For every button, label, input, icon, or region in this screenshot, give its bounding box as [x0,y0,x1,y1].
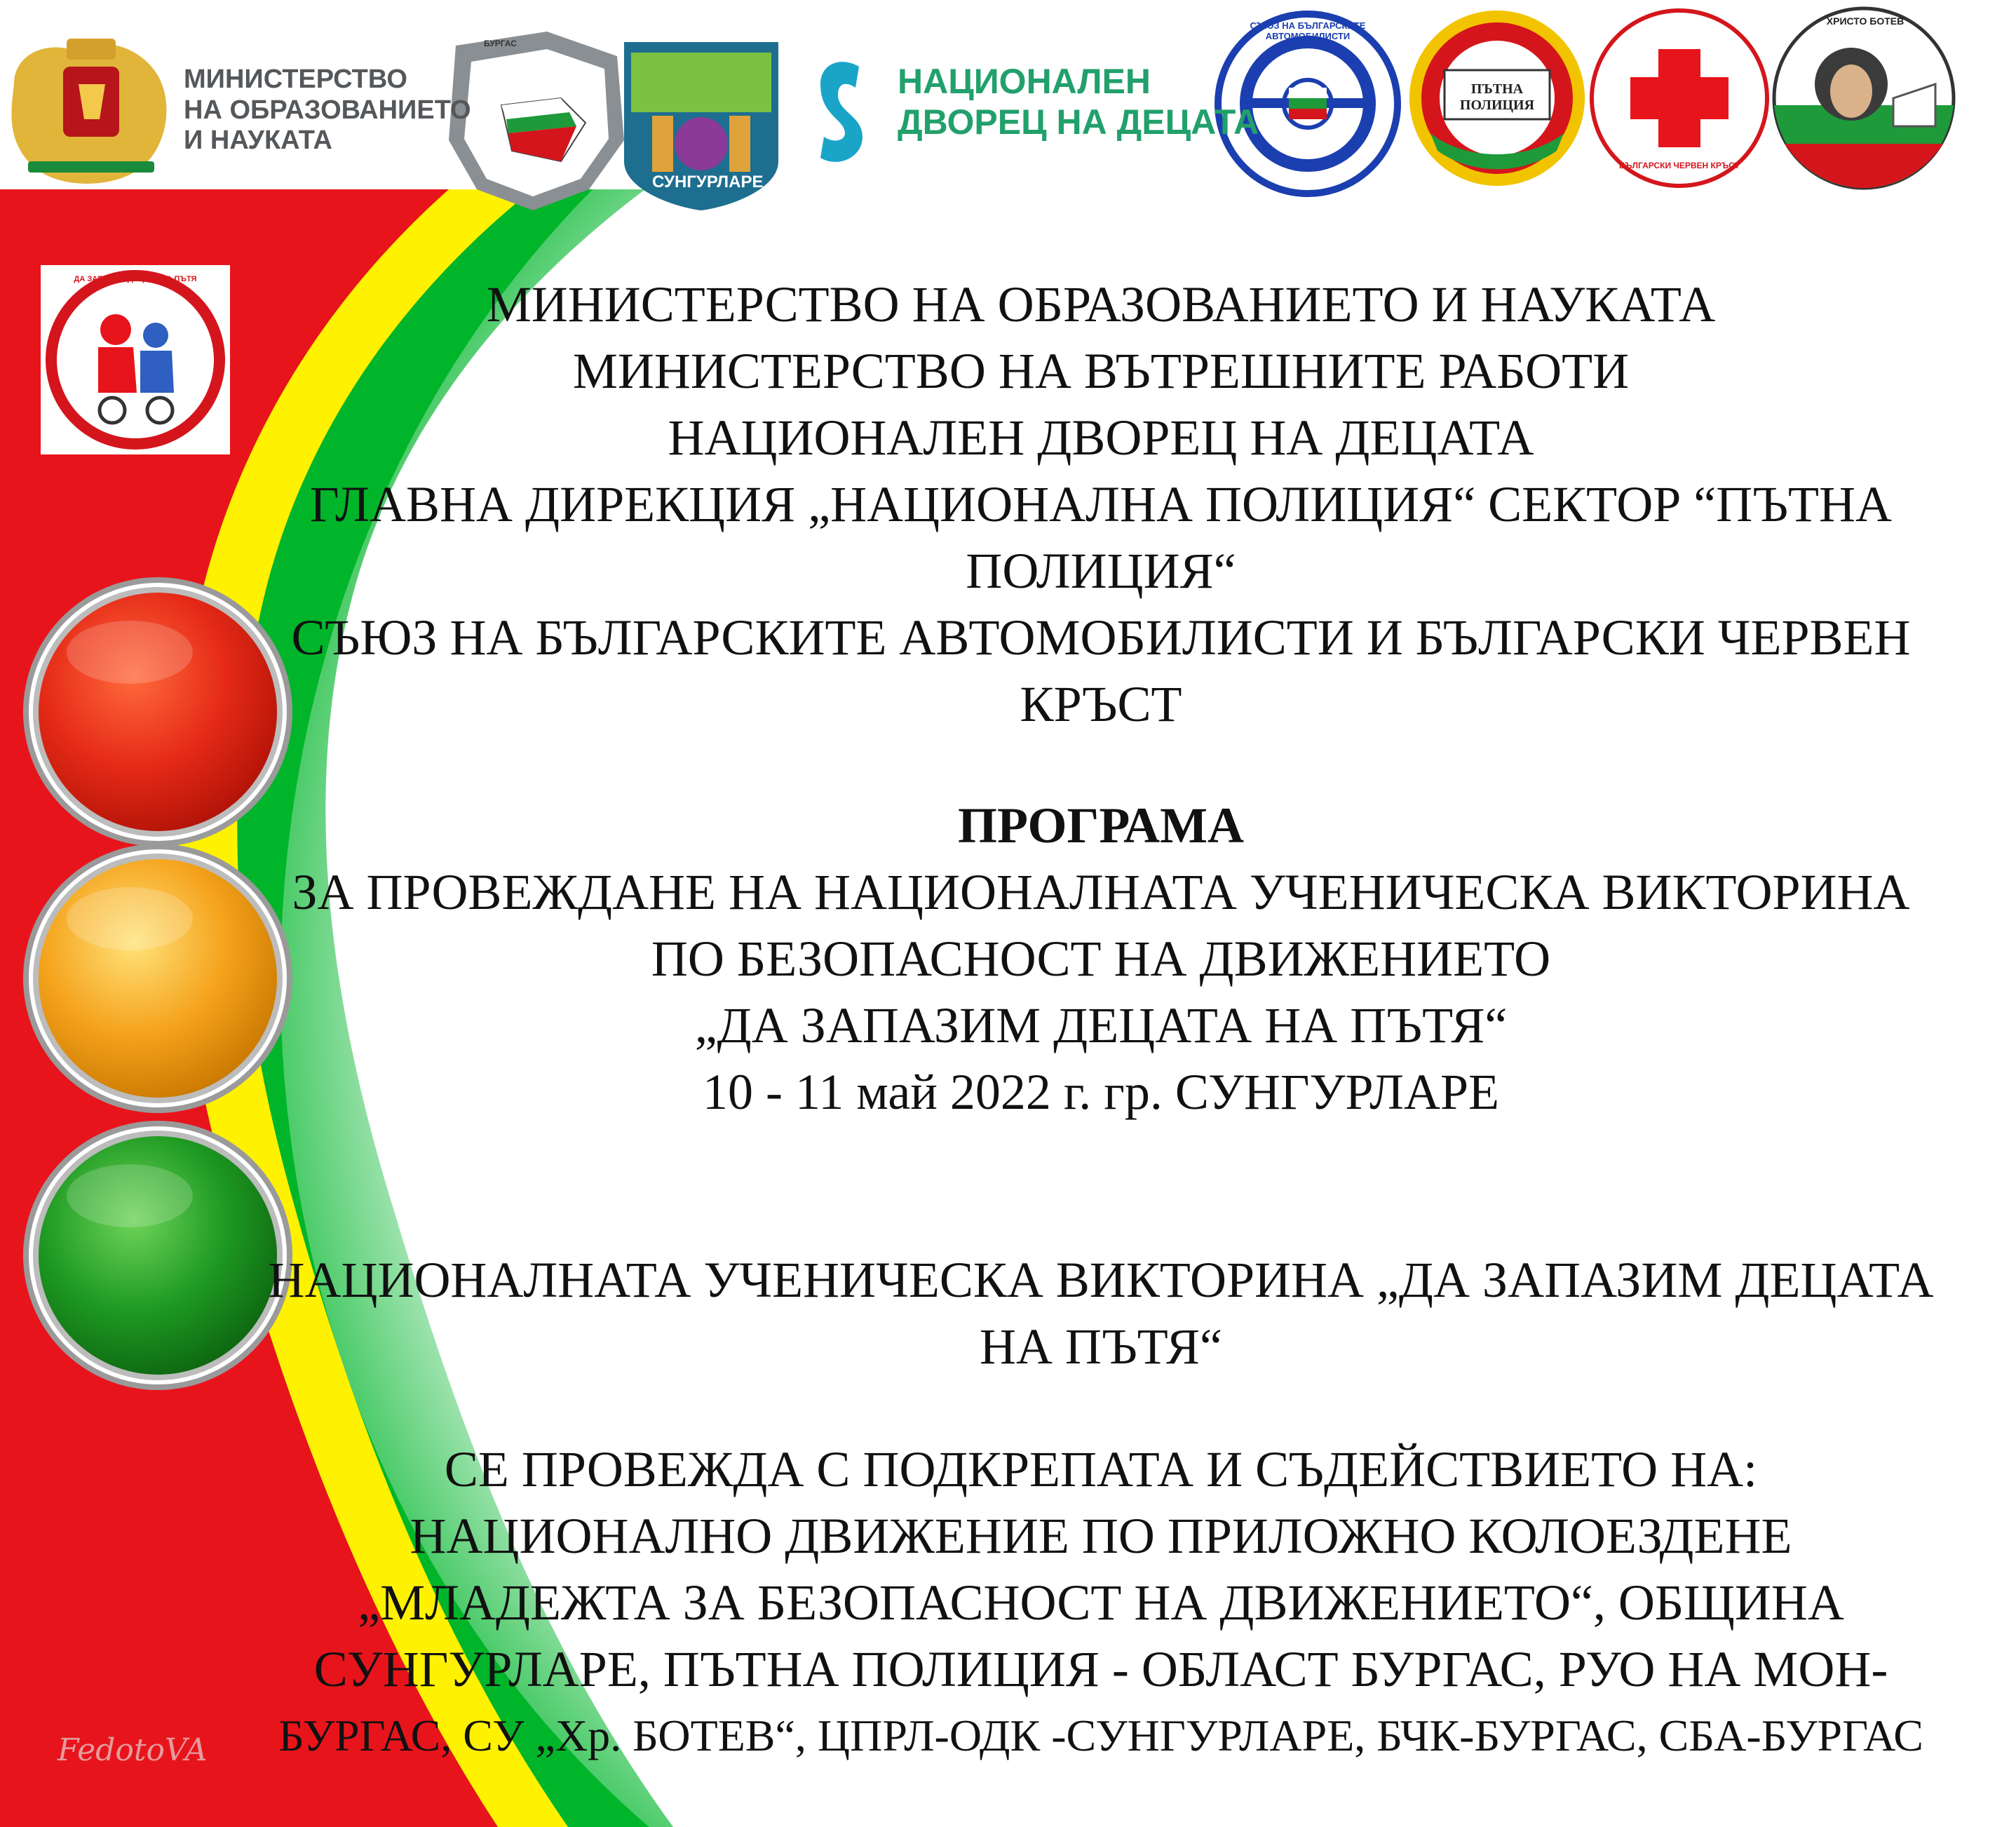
ministry-logo-line: И НАУКАТА [184,126,332,156]
header-line: ПОЛИЦИЯ“ [966,543,1236,599]
support-line: СУНГУРЛАРЕ, ПЪТНА ПОЛИЦИЯ - ОБЛАСТ БУРГАС, РУО НА МОН- [313,1641,1888,1697]
support-line: БУРГАС, СУ „Хр. БОТЕВ“, ЦПРЛ-ОДК -СУНГУРЛАРЕ, БЧК-БУРГАС, СБА-БУРГАС [278,1711,1923,1760]
support-line: „МЛАДЕЖТА ЗА БЕЗОПАСНОСТ НА ДВИЖЕНИЕТО“, ОБЩИНА [358,1575,1844,1631]
quiz-line: НАЦИОНАЛНАТА УЧЕНИЧЕСКА ВИКТОРИНА „ДА ЗАПАЗИМ ДЕЦАТА [268,1252,1934,1308]
ministry-logo-text [184,65,471,156]
burgas-shield-logo [449,32,624,210]
red-cross-logo [1592,11,1767,186]
ministry-logo-line: НА ОБРАЗОВАНИЕТО [184,95,471,125]
header-line: НАЦИОНАЛЕН ДВОРЕЦ НА ДЕЦАТА [668,410,1534,466]
campaign-logo [41,265,230,454]
childrens-palace-logo-text [898,62,1259,142]
red-cross-logo-text: БЪЛГАРСКИ ЧЕРВЕН КРЪСТ [1619,161,1740,170]
burgas-logo-text: БУРГАС [484,39,517,48]
police-logo-text: ПЪТНА ПОЛИЦИЯ [1459,81,1535,113]
header-line: ГЛАВНА ДИРЕКЦИЯ „НАЦИОНАЛНА ПОЛИЦИЯ“ СЕКТОР “ПЪТНА [309,476,1893,532]
program-line: ЗА ПРОВЕЖДАНЕ НА НАЦИОНАЛНАТА УЧЕНИЧЕСКА ВИКТОРИНА [292,864,1910,920]
program-title: ПРОГРАМА [957,797,1245,854]
ministry-logo-line: МИНИСТЕРСТВО [184,65,407,94]
support-line: НАЦИОНАЛНО ДВИЖЕНИЕ ПО ПРИЛОЖНО КОЛОЕЗДЕНЕ [410,1508,1792,1564]
header-line: КРЪСТ [1020,676,1182,732]
coat-of-arms-logo [11,39,166,184]
header-line: МИНИСТЕРСТВО НА ОБРАЗОВАНИЕТО И НАУКАТА [486,276,1716,332]
watermark: FedotoVA [57,1732,208,1768]
palace-logo-line: ДВОРЕЦ НА ДЕЦАТА [898,102,1259,142]
program-line: „ДА ЗАПАЗИМ ДЕЦАТА НА ПЪТЯ“ [694,997,1508,1053]
header-line: СЪЮЗ НА БЪЛГАРСКИТЕ АВТОМОБИЛИСТИ И БЪЛГАРСКИ ЧЕРВЕН [291,609,1911,666]
school-botev-logo [1774,8,1954,188]
sba-logo-text: СЪЮЗ НА БЪЛГАРСКИТЕ АВТОМОБИЛИСТИ [1250,20,1366,41]
program-date: 10 - 11 май 2022 г. гр. СУНГУРЛАРЕ [703,1064,1499,1120]
quiz-line: НА ПЪТЯ“ [979,1319,1223,1375]
support-line: СЕ ПРОВЕЖДА С ПОДКРЕПАТА И СЪДЕЙСТВИЕТО НА: [444,1441,1758,1497]
campaign-logo-text: ДА ЗАПАЗИМ ДЕЦАТА НА ПЪТЯ [74,275,197,283]
sungurlare-logo-text: СУНГУРЛАРЕ [652,173,764,191]
header-line: МИНИСТЕРСТВО НА ВЪТРЕШНИТЕ РАБОТИ [572,343,1630,399]
school-logo-text: ХРИСТО БОТЕВ [1826,15,1905,27]
palace-logo-line: НАЦИОНАЛЕН [898,62,1151,101]
program-line: ПО БЕЗОПАСНОСТ НА ДВИЖЕНИЕТО [651,931,1551,987]
